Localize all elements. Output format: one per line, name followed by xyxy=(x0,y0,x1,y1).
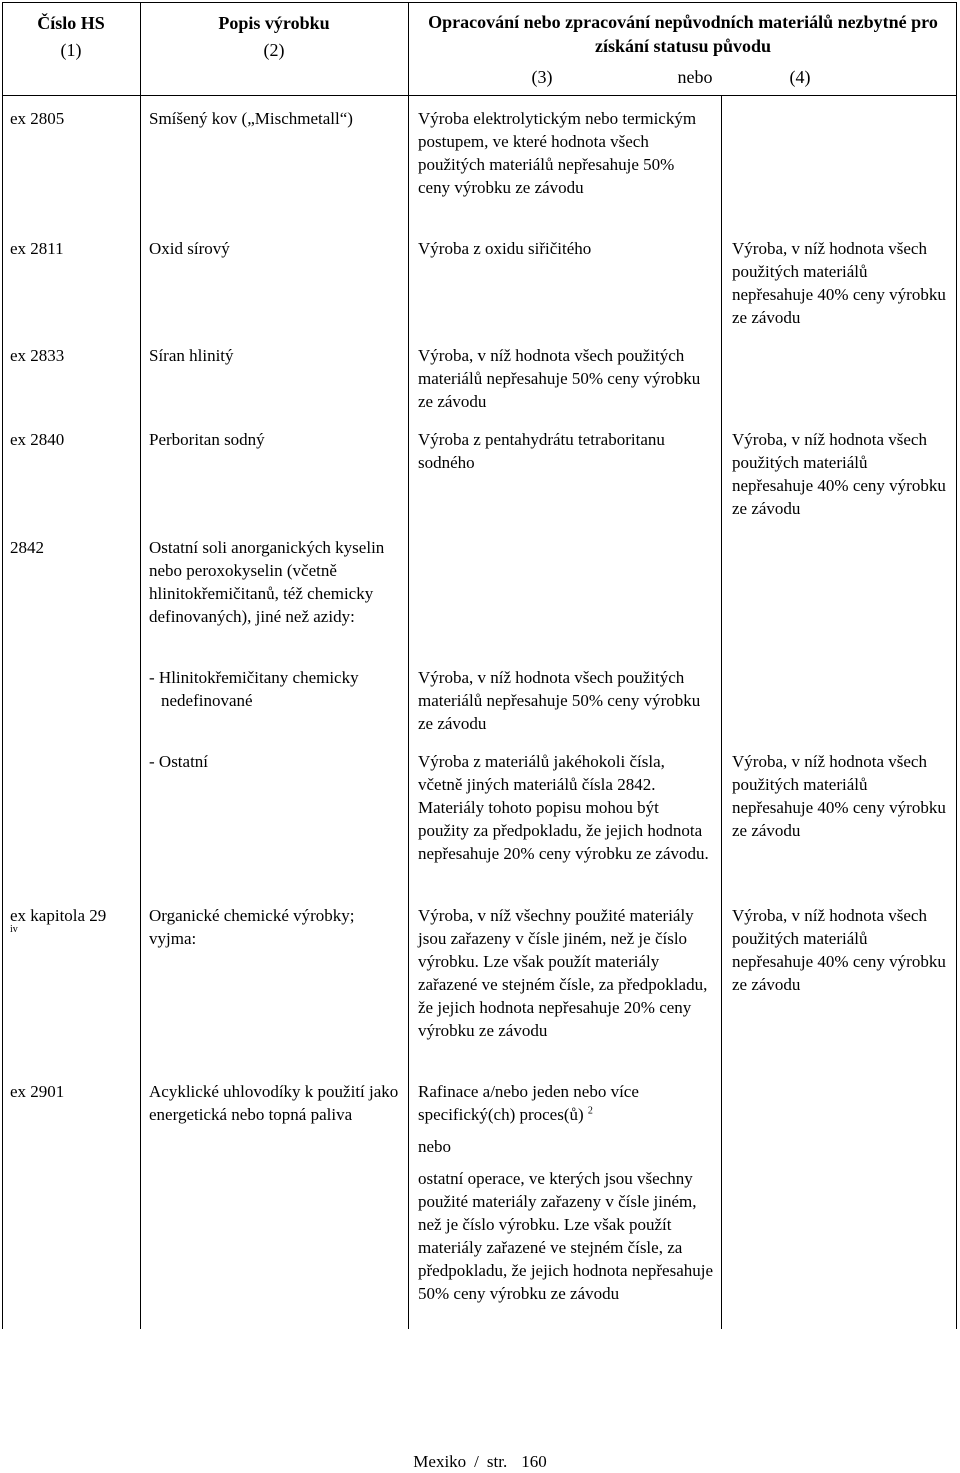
row-description: Oxid sírový xyxy=(149,239,230,258)
table-left-border xyxy=(2,2,3,1329)
row-hs-footnote: iv xyxy=(10,924,18,935)
header-col1-number: (1) xyxy=(60,40,82,60)
header-col2 xyxy=(140,10,408,64)
row-description: Organické chemické výrobky; vyjma: xyxy=(149,906,355,948)
row-hs-code: ex 2811 xyxy=(10,239,64,258)
header-col1-title: Číslo HS xyxy=(37,13,105,33)
row-col4-rule: Výroba, v níž hodnota všech použitých materiálů nepřesahuje 40% ceny výrobku ze závodu xyxy=(732,906,946,994)
row-hs-code: ex 2840 xyxy=(10,430,65,449)
header-col2-number: (2) xyxy=(263,40,285,60)
row-hs-code: 2842 xyxy=(10,538,44,557)
header-col2-title: Popis výrobku xyxy=(218,13,330,33)
row-col4-rule: Výroba, v níž hodnota všech použitých materiálů nepřesahuje 40% ceny výrobku ze závodu xyxy=(732,752,946,840)
row-description: Ostatní soli anorganických kyselin nebo peroxokyselin (včetně hlinitokřemičitanů, též chemicky definovaných), jiné než azidy: xyxy=(149,538,385,626)
row-description: Acyklické uhlovodíky k použití jako energetická nebo topná paliva xyxy=(149,1082,399,1124)
table-top-border xyxy=(2,2,957,3)
footer-country: Mexiko xyxy=(413,1452,467,1471)
row-description: Perboritan sodný xyxy=(149,430,265,449)
row-description: Smíšený kov („Mischmetall“) xyxy=(149,109,353,128)
row-hs-code-text: ex kapitola 29 xyxy=(10,906,107,925)
header-col4-number: (4) xyxy=(789,67,811,87)
row-col3-rule: Výroba elektrolytickým nebo termickým postupem, ve které hodnota všech použitých materiálů nepřesahuje 50% ceny výrobku ze závodu xyxy=(418,109,697,197)
row-col3-rule: Výroba, v níž hodnota všech použitých materiálů nepřesahuje 50% ceny výrobku ze závodu xyxy=(418,668,701,733)
header-col1 xyxy=(2,10,140,64)
row-col3-rule: Výroba z materiálů jakéhokoli čísla, včetně jiných materiálů čísla 2842. Materiály tohoto popisu mohou být použity za předpokladu, že jejich hodnota nepřesahuje 20% ceny výrobku ze závodu. xyxy=(418,752,709,863)
header-col3-title: Opracování nebo zpracování nepůvodních materiálů nezbytné pro získání statusu původu xyxy=(428,12,938,56)
row-col3-rule: Výroba, v níž všechny použité materiály jsou zařazeny v čísle jiném, než je číslo výrobku. Lze však použít materiály zařazené ve stejném čísle, za předpokladu, že jejich hodnota nepřesahuje 20% ceny výrobku ze závodu xyxy=(418,906,708,1040)
row-description: - Ostatní xyxy=(149,752,209,771)
header-col34 xyxy=(410,10,956,58)
rule-part-c: ostatní operace, ve kterých jsou všechny použité materiály zařazeny v čísle jiném, než je číslo výrobku. Lze však použít materiály zařazené ve stejném čísle, za předpokladu, že jejich hodnota nepřesahuje 50% ceny výrobku ze závodu xyxy=(418,1169,714,1303)
row-description: - Hlinitokřemičitany chemicky nedefinované xyxy=(149,668,359,710)
col-divider-3 xyxy=(721,95,722,1329)
row-col3-rule: Výroba z oxidu siřičitého xyxy=(418,239,592,258)
footer-page-label: str. xyxy=(486,1452,508,1471)
row-description: Síran hlinitý xyxy=(149,346,234,365)
row-col3-rule xyxy=(418,1080,716,1305)
row-hs-code xyxy=(10,904,138,935)
table-right-border xyxy=(956,2,957,1329)
row-col3-rule: Výroba, v níž hodnota všech použitých materiálů nepřesahuje 50% ceny výrobku ze závodu xyxy=(418,346,701,411)
row-hs-code: ex 2833 xyxy=(10,346,65,365)
header-col3-number: (3) xyxy=(531,67,553,87)
header-or-label: nebo xyxy=(677,67,713,87)
row-hs-code: ex 2901 xyxy=(10,1082,65,1101)
col-divider-1 xyxy=(140,2,141,1329)
footer-sep: / xyxy=(474,1452,479,1471)
rule-or: nebo xyxy=(418,1137,452,1156)
row-hs-code: ex 2805 xyxy=(10,109,65,128)
row-col4-rule: Výroba, v níž hodnota všech použitých materiálů nepřesahuje 40% ceny výrobku ze závodu xyxy=(732,239,946,327)
rule-part-a xyxy=(418,1080,716,1126)
rule-part-a-text: Rafinace a/nebo jeden nebo více specifický(ch) proces(ů) xyxy=(418,1082,639,1124)
row-col4-rule: Výroba, v níž hodnota všech použitých materiálů nepřesahuje 40% ceny výrobku ze závodu xyxy=(732,430,946,518)
header-bottom-border xyxy=(2,95,957,96)
row-col3-rule: Výroba z pentahydrátu tetraboritanu sodného xyxy=(418,430,665,472)
footer-page-number: 160 xyxy=(521,1452,547,1471)
rule-footnote: 2 xyxy=(587,1105,593,1117)
